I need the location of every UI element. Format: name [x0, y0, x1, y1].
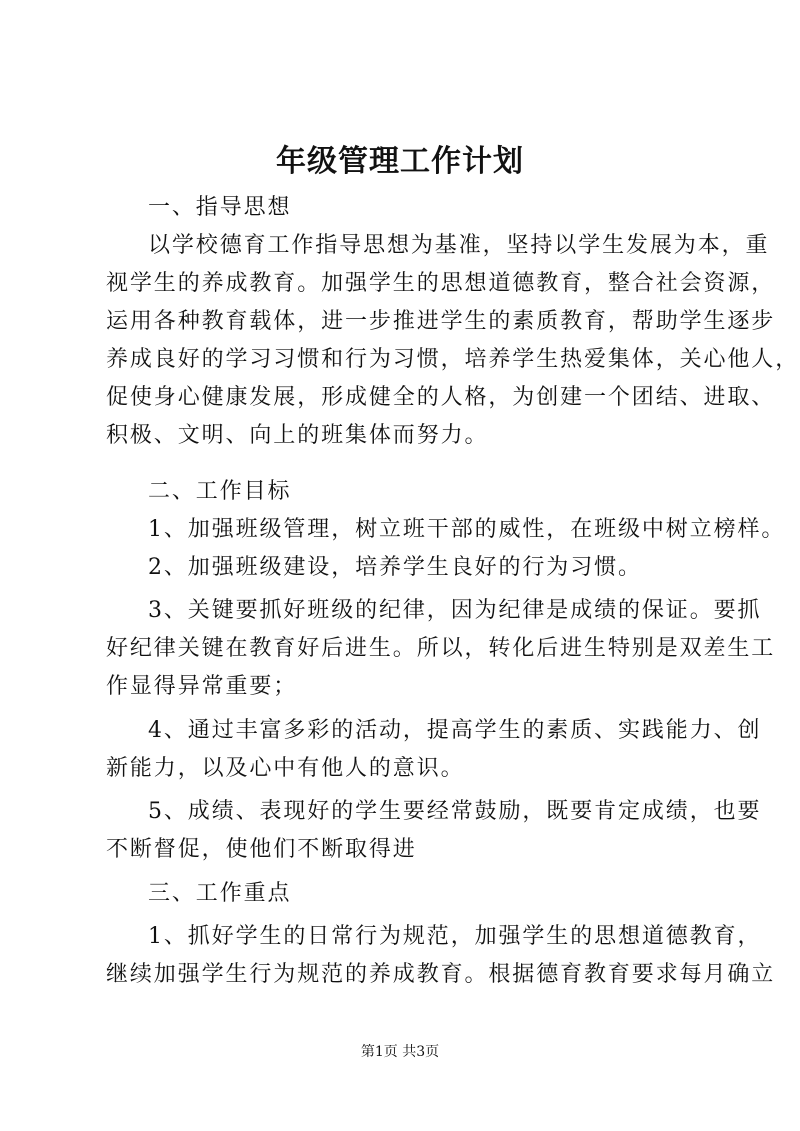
- heading-work-focus: 三、工作重点: [148, 881, 292, 906]
- page-footer: 第1页 共3页: [360, 1044, 440, 1060]
- paragraph-line: 运用各种教育载体，进一步推进学生的素质教育，帮助学生逐步: [106, 309, 776, 334]
- paragraph-line: 3、关键要抓好班级的纪律，因为纪律是成绩的保证。要抓: [148, 598, 762, 623]
- paragraph-line: 促使身心健康发展，形成健全的人格，为创建一个团结、进取、: [106, 385, 776, 410]
- paragraph-line: 1、抓好学生的日常行为规范，加强学生的思想道德教育，: [148, 924, 762, 949]
- paragraph-line: 5、成绩、表现好的学生要经常鼓励，既要肯定成绩，也要: [148, 799, 762, 824]
- paragraph-line: 4、通过丰富多彩的活动，提高学生的素质、实践能力、创: [148, 718, 762, 743]
- document-title: 年级管理工作计划: [276, 144, 524, 179]
- paragraph-line: 2、加强班级建设，培养学生良好的行为习惯。: [148, 555, 642, 580]
- paragraph-line: 好纪律关键在教育好后进生。所以，转化后进生特别是双差生工: [106, 636, 776, 661]
- paragraph-line: 1、加强班级管理，树立班干部的威性，在班级中树立榜样。: [148, 517, 786, 542]
- paragraph-line: 视学生的养成教育。加强学生的思想道德教育，整合社会资源，: [106, 271, 776, 296]
- paragraph-line: 积极、文明、向上的班集体而努力。: [106, 423, 489, 448]
- paragraph-line: 继续加强学生行为规范的养成教育。根据德育教育要求每月确立: [106, 962, 776, 987]
- paragraph-line: 养成良好的学习习惯和行为习惯，培养学生热爱集体，关心他人，: [106, 347, 800, 372]
- heading-guiding-ideology: 一、指导思想: [148, 195, 292, 220]
- heading-work-goals: 二、工作目标: [148, 479, 292, 504]
- paragraph-line: 以学校德育工作指导思想为基准，坚持以学生发展为本，重: [148, 233, 770, 258]
- paragraph-line: 新能力，以及心中有他人的意识。: [106, 756, 465, 781]
- paragraph-line: 不断督促，使他们不断取得进: [106, 837, 417, 862]
- paragraph-line: 作显得异常重要；: [106, 674, 298, 699]
